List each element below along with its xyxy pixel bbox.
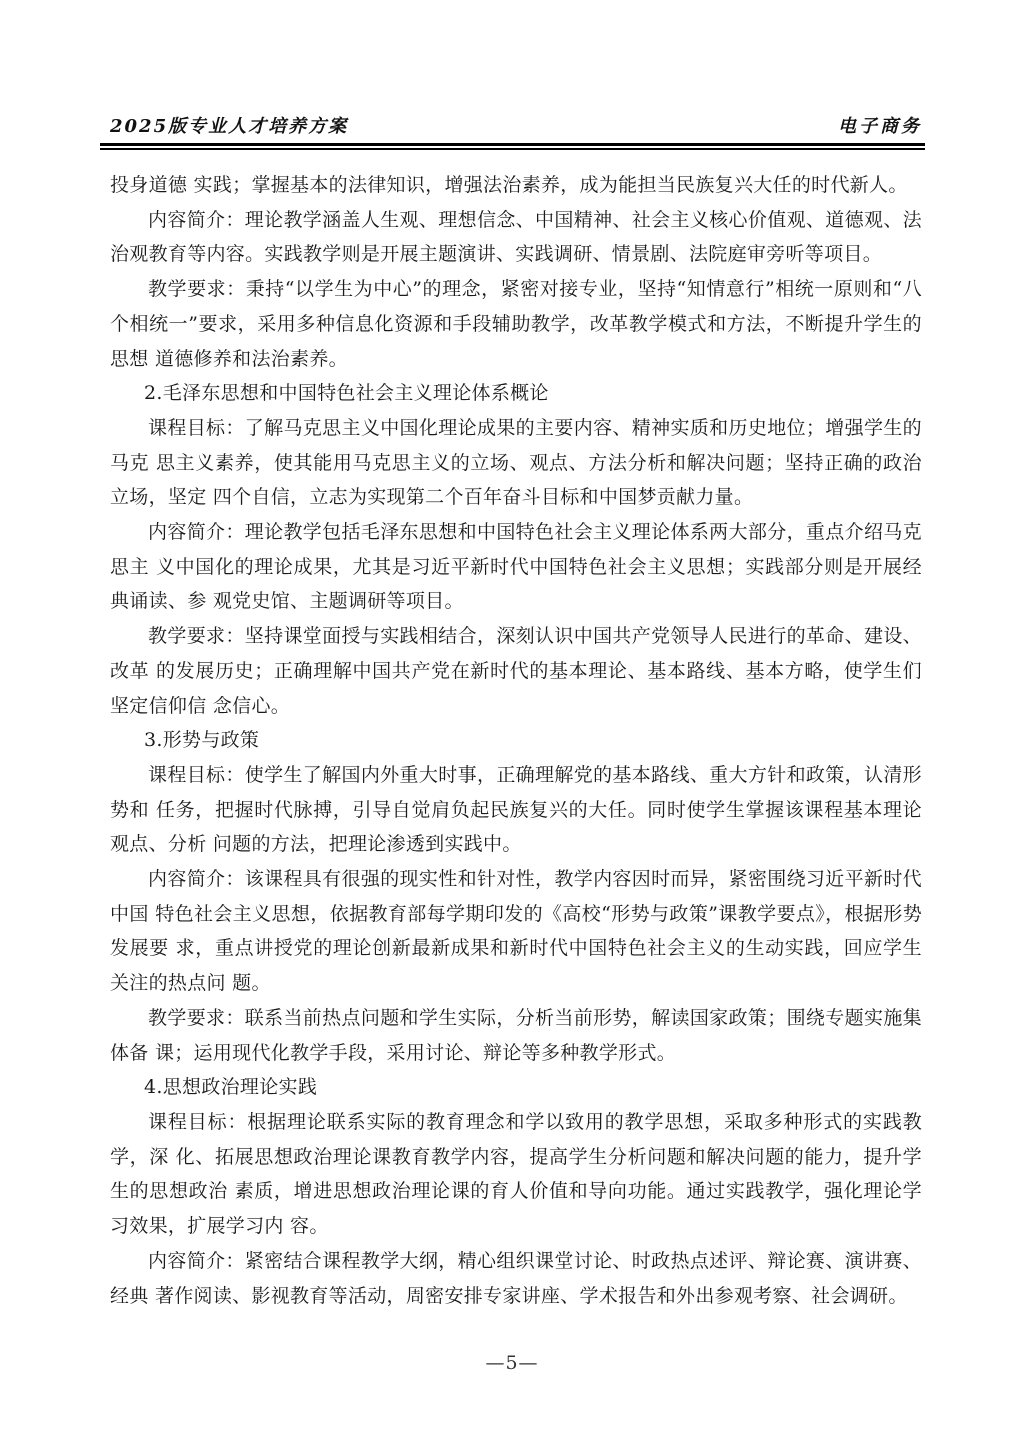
rule-thin-line [100,148,925,150]
paragraph: 内容简介：紧密结合课程教学大纲，精心组织课堂讨论、时政热点述评、辩论赛、演讲赛、经典 著作阅读、影视教育等活动，周密安排专家讲座、学术报告和外出参观考察、社会调研。 [110,1249,922,1307]
paragraph: 教学要求：联系当前热点问题和学生实际，分析当前形势，解读国家政策；围绕专题实施集体备 课；运用现代化教学手段，采用讨论、辩论等多种教学形式。 [110,1006,922,1064]
section-heading: 3.形势与政策 [144,729,260,752]
paragraph: 课程目标：了解马克思主义中国化理论成果的主要内容、精神实质和历史地位；增强学生的马克 思主义素养，使其能用马克思主义的立场、观点、方法分析和解决问题；坚持正确的政治立场，坚定 四个自信，立志为实现第二个百年奋斗目标和中国梦贡献力量。 [110,416,922,509]
paragraph: 课程目标：使学生了解国内外重大时事，正确理解党的基本路线、重大方针和政策，认清形势和 任务，把握时代脉搏，引导自觉肩负起民族复兴的大任。同时使学生掌握该课程基本理论观点、分析 问题的方法，把理论渗透到实践中。 [110,763,922,856]
paragraph: 课程目标：根据理论联系实际的教育理念和学以致用的教学思想，采取多种形式的实践教学，深 化、拓展思想政治理论课教育教学内容，提高学生分析问题和解决问题的能力，提升学生的思想政治 素质，增进思想政治理论课的育人价值和导向功能。通过实践教学，强化理论学习效果，扩展学习内 容。 [110,1110,922,1238]
page-number: —5— [485,1352,539,1374]
paragraph: 内容简介：该课程具有很强的现实性和针对性，教学内容因时而异，紧密围绕习近平新时代中国 特色社会主义思想，依据教育部每学期印发的《高校“形势与政策”课教学要点》，根据形势发展要 求，重点讲授党的理论创新最新成果和新时代中国特色社会主义的生动实践，回应学生关注的热点问 题。 [110,868,922,995]
paragraph: 内容简介：理论教学涵盖人生观、理想信念、中国精神、社会主义核心价值观、道德观、法治观教育等内容。实践教学则是开展主题演讲、实践调研、情景剧、法院庭审旁听等项目。 [110,208,922,266]
section-heading: 4.思想政治理论实践 [144,1076,318,1099]
header-left-title: 2025版专业人才培养方案 [110,116,349,137]
page-footer [0,1352,1024,1374]
document-body [110,168,922,1313]
paragraph: 教学要求：坚持课堂面授与实践相结合，深刻认识中国共产党领导人民进行的革命、建设、改革 的发展历史；正确理解中国共产党在新时代的基本理论、基本路线、基本方略，使学生们坚定信仰信 念信心。 [110,625,922,717]
paragraph: 内容简介：理论教学包括毛泽东思想和中国特色社会主义理论体系两大部分，重点介绍马克思主 义中国化的理论成果，尤其是习近平新时代中国特色社会主义思想；实践部分则是开展经典诵读、参 观党史馆、主题调研等项目。 [110,521,922,613]
header-double-rule [100,143,925,151]
section-heading: 2.毛泽东思想和中国特色社会主义理论体系概论 [144,382,549,405]
paragraph: 投身道德 实践；掌握基本的法律知识，增强法治素养，成为能担当民族复兴大任的时代新人。 [110,174,908,196]
page-header [110,112,922,138]
header-right-title: 电子商务 [838,116,922,137]
paragraph: 教学要求：秉持“以学生为中心”的理念，紧密对接专业，坚持“知情意行”相统一原则和“八 个相统一”要求，采用多种信息化资源和手段辅助教学，改革教学模式和方法，不断提升学生的思想 道德修养和法治素养。 [110,278,922,370]
